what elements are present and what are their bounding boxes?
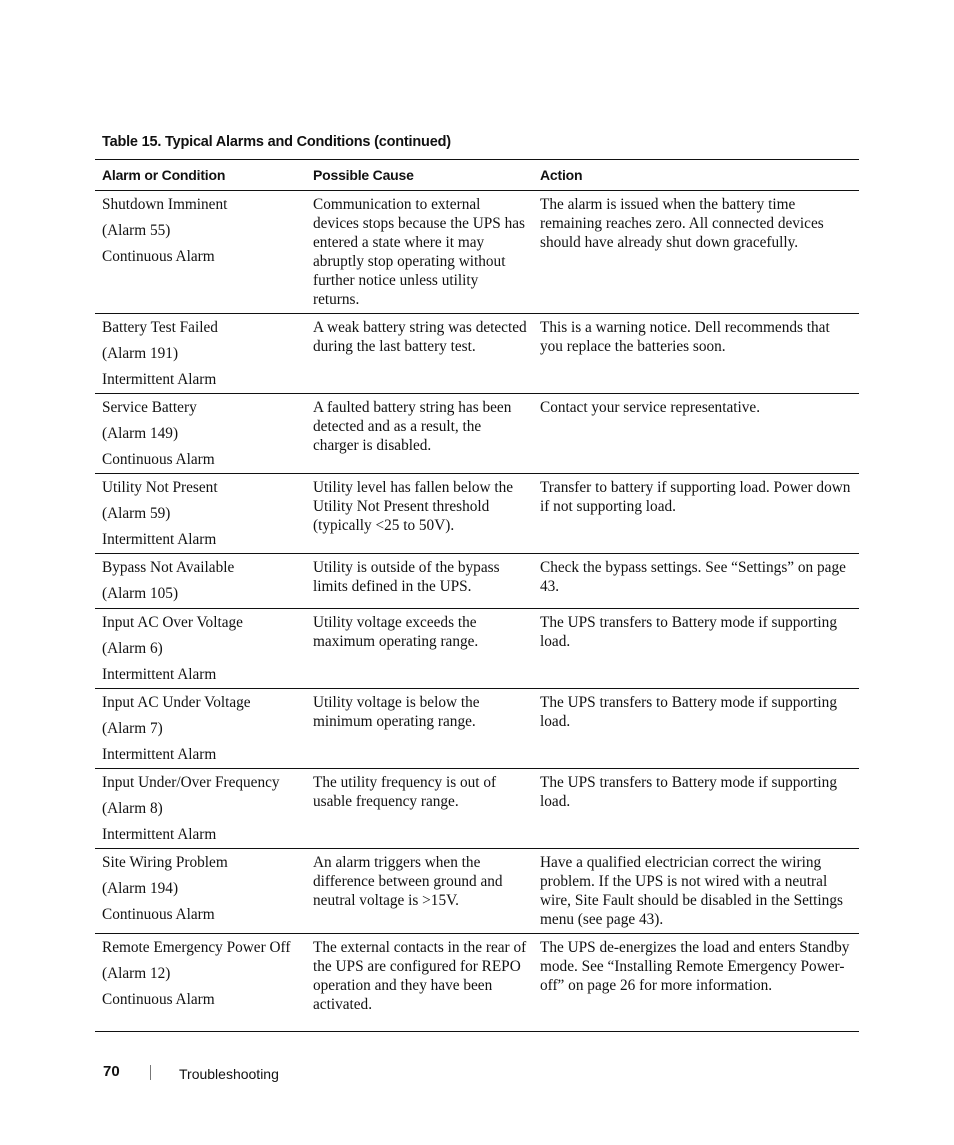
alarm-code: (Alarm 8) xyxy=(102,800,163,817)
condition-cell xyxy=(95,769,306,849)
condition-name: Service Battery xyxy=(102,399,197,416)
action-cell: Have a qualified electrician correct the wiring problem. If the UPS is not wired with a neutral wire, Site Fault should be disabled in the Settings menu (see page 43). xyxy=(540,854,843,928)
cause-cell: Utility is outside of the bypass limits defined in the UPS. xyxy=(313,559,500,595)
cause-cell: Utility voltage is below the minimum operating range. xyxy=(313,694,480,730)
action-cell: The alarm is issued when the battery time remaining reaches zero. All connected devices should have already shut down gracefully. xyxy=(540,196,824,251)
table-row xyxy=(95,314,859,394)
condition-cell xyxy=(95,849,306,934)
condition-cell xyxy=(95,934,306,1032)
table-caption: Table 15. Typical Alarms and Conditions (continued) xyxy=(102,134,451,150)
alarm-code: (Alarm 12) xyxy=(102,965,171,982)
cause-cell: Communication to external devices stops because the UPS has entered a state where it may abruptly stop operating without further notice unless utility returns. xyxy=(313,196,525,308)
cause-cell: The utility frequency is out of usable frequency range. xyxy=(313,774,497,810)
condition-name: Remote Emergency Power Off xyxy=(102,939,291,956)
table-row xyxy=(95,689,859,769)
alarm-type: Intermittent Alarm xyxy=(102,746,217,763)
alarm-type: Intermittent Alarm xyxy=(102,371,217,388)
cause-cell: A faulted battery string has been detected and as a result, the charger is disabled. xyxy=(313,399,512,454)
condition-cell xyxy=(95,314,306,394)
alarm-code: (Alarm 194) xyxy=(102,880,179,897)
cause-cell: The external contacts in the rear of the UPS are configured for REPO operation and they have been activated. xyxy=(313,939,527,1013)
alarm-type: Intermittent Alarm xyxy=(102,826,217,843)
cause-cell: Utility level has fallen below the Utility Not Present threshold (typically <25 to 50V). xyxy=(313,479,514,534)
alarm-type: Continuous Alarm xyxy=(102,991,215,1008)
alarm-type: Continuous Alarm xyxy=(102,248,215,265)
table-row xyxy=(95,474,859,554)
table-row xyxy=(95,769,859,849)
condition-name: Site Wiring Problem xyxy=(102,854,228,871)
action-cell: The UPS de-energizes the load and enters Standby mode. See “Installing Remote Emergency Power-off” on page 26 for more information. xyxy=(540,939,850,994)
condition-cell xyxy=(95,394,306,474)
action-cell: The UPS transfers to Battery mode if supporting load. xyxy=(540,774,837,810)
header-possible-cause: Possible Cause xyxy=(313,167,414,183)
alarm-code: (Alarm 59) xyxy=(102,505,171,522)
action-cell: The UPS transfers to Battery mode if supporting load. xyxy=(540,694,837,730)
alarm-type: Continuous Alarm xyxy=(102,906,215,923)
header-alarm-or-condition: Alarm or Condition xyxy=(102,167,226,183)
header-action: Action xyxy=(540,167,583,183)
action-cell: Transfer to battery if supporting load. Power down if not supporting load. xyxy=(540,479,851,515)
alarm-type: Continuous Alarm xyxy=(102,451,215,468)
alarm-code: (Alarm 55) xyxy=(102,222,171,239)
condition-cell xyxy=(95,191,306,314)
condition-name: Utility Not Present xyxy=(102,479,218,496)
condition-cell xyxy=(95,554,306,609)
condition-name: Battery Test Failed xyxy=(102,319,218,336)
action-cell: The UPS transfers to Battery mode if supporting load. xyxy=(540,614,837,650)
condition-cell xyxy=(95,609,306,689)
page-number: 70 xyxy=(103,1063,120,1080)
footer-section-title: Troubleshooting xyxy=(179,1066,279,1082)
alarm-code: (Alarm 149) xyxy=(102,425,179,442)
condition-cell xyxy=(95,689,306,769)
alarm-code: (Alarm 6) xyxy=(102,640,163,657)
table-header-row xyxy=(95,160,859,191)
condition-name: Input AC Under Voltage xyxy=(102,694,251,711)
table-row xyxy=(95,609,859,689)
condition-name: Input AC Over Voltage xyxy=(102,614,243,631)
condition-name: Shutdown Imminent xyxy=(102,196,228,213)
alarm-code: (Alarm 105) xyxy=(102,585,179,602)
table-row xyxy=(95,934,859,1032)
table-row xyxy=(95,394,859,474)
condition-name: Bypass Not Available xyxy=(102,559,235,576)
action-cell: This is a warning notice. Dell recommends that you replace the batteries soon. xyxy=(540,319,830,355)
cause-cell: Utility voltage exceeds the maximum operating range. xyxy=(313,614,479,650)
footer-divider xyxy=(150,1065,151,1080)
alarm-code: (Alarm 191) xyxy=(102,345,179,362)
cause-cell: A weak battery string was detected during the last battery test. xyxy=(313,319,527,355)
condition-name: Input Under/Over Frequency xyxy=(102,774,280,791)
table-row xyxy=(95,554,859,609)
table-row xyxy=(95,849,859,934)
alarm-type: Intermittent Alarm xyxy=(102,531,217,548)
condition-cell xyxy=(95,474,306,554)
cause-cell: An alarm triggers when the difference between ground and neutral voltage is >15V. xyxy=(313,854,503,909)
alarm-code: (Alarm 7) xyxy=(102,720,163,737)
action-cell: Check the bypass settings. See “Settings” on page 43. xyxy=(540,559,846,595)
table-row xyxy=(95,191,859,314)
action-cell: Contact your service representative. xyxy=(540,399,761,416)
alarm-type: Intermittent Alarm xyxy=(102,666,217,683)
alarms-table xyxy=(95,159,859,1032)
